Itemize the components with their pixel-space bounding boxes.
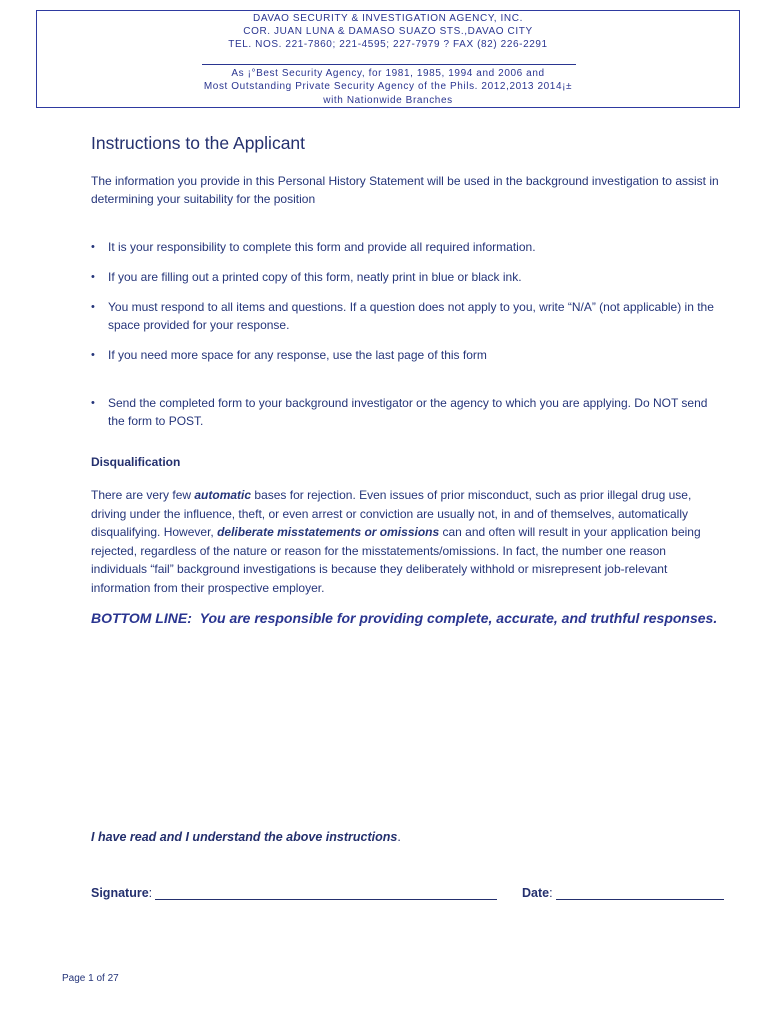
bullet-icon: • bbox=[91, 301, 95, 313]
emphasis-automatic: automatic bbox=[194, 488, 252, 502]
disqualification-text-part: can and often will result in your application being rejected, regardless of the nature or reason for the misstatements/omissions. In fact, the number one reason individuals “fail” background investigations is because they deliberately withhold or misrepresent job-relevant information from their prospective employer. bbox=[91, 525, 701, 595]
agency-award-2: Most Outstanding Private Security Agency of the Phils. 2012,2013 2014¡± bbox=[203, 81, 573, 92]
acknowledgement-text: I have read and I understand the above instructions bbox=[91, 830, 398, 844]
bullet-icon: • bbox=[91, 349, 95, 361]
bullet-icon: • bbox=[91, 271, 95, 283]
list-item-text: Send the completed form to your background investigator or the agency to which you are applying. Do NOT send the form to POST. bbox=[108, 396, 708, 428]
page-number: Page 1 of 27 bbox=[62, 973, 119, 984]
signature-field[interactable] bbox=[155, 899, 497, 900]
agency-branches: with Nationwide Branches bbox=[323, 95, 453, 106]
agency-name: DAVAO SECURITY & INVESTIGATION AGENCY, INC. bbox=[253, 13, 523, 24]
signature-label bbox=[91, 886, 152, 900]
bottom-line-text: You are responsible for providing complete, accurate, and truthful responses. bbox=[199, 610, 718, 626]
bottom-line-statement bbox=[91, 610, 751, 626]
list-item bbox=[91, 268, 721, 286]
bullet-icon: • bbox=[91, 397, 95, 409]
intro-text: The information you provide in this Personal History Statement will be used in the background investigation to assist in determining your suitability for the position bbox=[91, 174, 719, 206]
date-label bbox=[522, 886, 553, 900]
bullet-icon: • bbox=[91, 241, 95, 253]
disqualification-text bbox=[91, 486, 711, 597]
letterhead bbox=[36, 10, 740, 108]
bottom-line-label: BOTTOM LINE bbox=[91, 610, 188, 626]
emphasis-misstatements: deliberate misstatements or omissions bbox=[217, 525, 440, 539]
list-item-text: It is your responsibility to complete this form and provide all required information. bbox=[108, 240, 536, 254]
header-divider bbox=[202, 64, 576, 65]
date-label-text: Date bbox=[522, 886, 550, 900]
list-item bbox=[91, 346, 721, 364]
signature-colon: : bbox=[148, 886, 153, 900]
disqualification-text-part: There are very few bbox=[91, 488, 195, 502]
disqualification-heading: Disqualification bbox=[91, 455, 181, 469]
date-colon: : bbox=[549, 886, 553, 900]
agency-address: COR. JUAN LUNA & DAMASO SUAZO STS.,DAVAO CITY bbox=[243, 26, 533, 37]
disqualification-text-part: bases for rejection. Even issues of prior misconduct, such as prior illegal drug use, driving under the influence, theft, or even arrest or conviction are usually not, in and of themselves, automatically disqualifying. However, bbox=[91, 488, 692, 539]
list-item bbox=[91, 298, 721, 334]
signature-label-text: Signature bbox=[91, 886, 149, 900]
list-item bbox=[91, 394, 721, 430]
acknowledgement bbox=[91, 830, 401, 844]
list-item-text: If you are filling out a printed copy of this form, neatly print in blue or black ink. bbox=[108, 270, 522, 284]
agency-award-1: As ¡°Best Security Agency, for 1981, 1985, 1994 and 2006 and bbox=[231, 68, 545, 79]
list-item bbox=[91, 238, 721, 256]
list-item-text: You must respond to all items and questions. If a question does not apply to you, write “N/A” (not applicable) in the space provided for your response. bbox=[108, 300, 714, 332]
list-item-text: If you need more space for any response, use the last page of this form bbox=[108, 348, 487, 362]
bottom-line-colon: : bbox=[187, 610, 192, 626]
page-title: Instructions to the Applicant bbox=[91, 133, 306, 153]
date-field[interactable] bbox=[556, 899, 724, 900]
agency-phone: TEL. NOS. 221-7860; 221-4595; 227-7979 ? FAX (82) 226-2291 bbox=[228, 39, 548, 50]
acknowledgement-period: . bbox=[397, 830, 401, 844]
